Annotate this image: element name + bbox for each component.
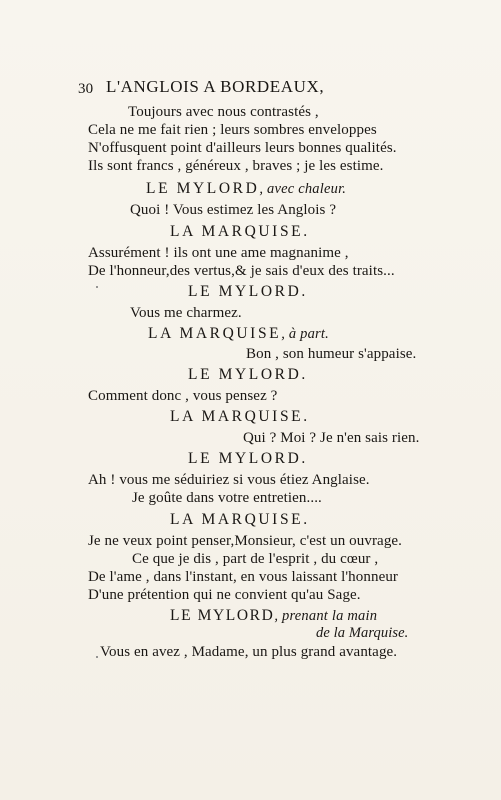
page-number: 30 bbox=[78, 81, 94, 97]
paper-speck bbox=[96, 286, 98, 288]
speaker-heading bbox=[148, 325, 329, 343]
running-title: L'ANGLOIS A BORDEAUX, bbox=[106, 77, 325, 96]
speaker-heading: LE MYLORD. bbox=[188, 283, 308, 300]
stage-direction: , avec chaleur. bbox=[259, 181, 347, 197]
stage-direction: , à part. bbox=[281, 326, 329, 342]
verse-line: N'offusquent point d'ailleurs leurs bonnes qualités. bbox=[88, 140, 397, 156]
verse-line: Toujours avec nous contrastés , bbox=[128, 104, 319, 120]
verse-line: De l'honneur,des vertus,& je sais d'eux des traits... bbox=[88, 263, 395, 279]
verse-line: Comment donc , vous pensez ? bbox=[88, 388, 278, 404]
verse-line: Bon , son humeur s'appaise. bbox=[246, 346, 417, 362]
speaker-heading: LA MARQUISE. bbox=[170, 223, 310, 240]
speaker-heading: LA MARQUISE. bbox=[170, 408, 310, 425]
paper-speck bbox=[96, 656, 98, 658]
speaker-heading bbox=[146, 180, 346, 198]
verse-line: De l'ame , dans l'instant, en vous laissant l'honneur bbox=[88, 569, 399, 585]
verse-line: Vous me charmez. bbox=[130, 305, 242, 321]
verse-line: Ils sont francs , généreux , braves ; je les estime. bbox=[88, 158, 384, 174]
verse-line: Cela ne me fait rien ; leurs sombres enveloppes bbox=[88, 122, 377, 138]
verse-line: Qui ? Moi ? Je n'en sais rien. bbox=[243, 430, 420, 446]
speaker-name: LE MYLORD bbox=[146, 180, 260, 197]
verse-line: Ce que je dis , part de l'esprit , du cœur , bbox=[132, 551, 379, 567]
verse-line: Quoi ! Vous estimez les Anglois ? bbox=[130, 202, 337, 218]
stage-direction: , prenant la main bbox=[274, 608, 378, 624]
verse-line: Ah ! vous me séduiriez si vous étiez Anglaise. bbox=[88, 472, 370, 488]
verse-line: Je ne veux point penser,Monsieur, c'est un ouvrage. bbox=[88, 533, 403, 549]
verse-line: D'une prétention qui ne convient qu'au Sage. bbox=[88, 587, 361, 603]
speaker-heading: LE MYLORD. bbox=[188, 366, 308, 383]
verse-line: Assurément ! ils ont une ame magnanime , bbox=[88, 245, 349, 261]
speaker-name: LA MARQUISE bbox=[148, 325, 282, 342]
speaker-heading bbox=[170, 607, 377, 625]
speaker-name: LE MYLORD bbox=[170, 607, 275, 624]
verse-line: Je goûte dans votre entretien.... bbox=[132, 490, 322, 506]
speaker-heading: LA MARQUISE. bbox=[170, 511, 310, 528]
stage-direction-continued: de la Marquise. bbox=[316, 625, 409, 641]
speaker-heading: LE MYLORD. bbox=[188, 450, 308, 467]
verse-line: Vous en avez , Madame, un plus grand avantage. bbox=[100, 644, 398, 660]
